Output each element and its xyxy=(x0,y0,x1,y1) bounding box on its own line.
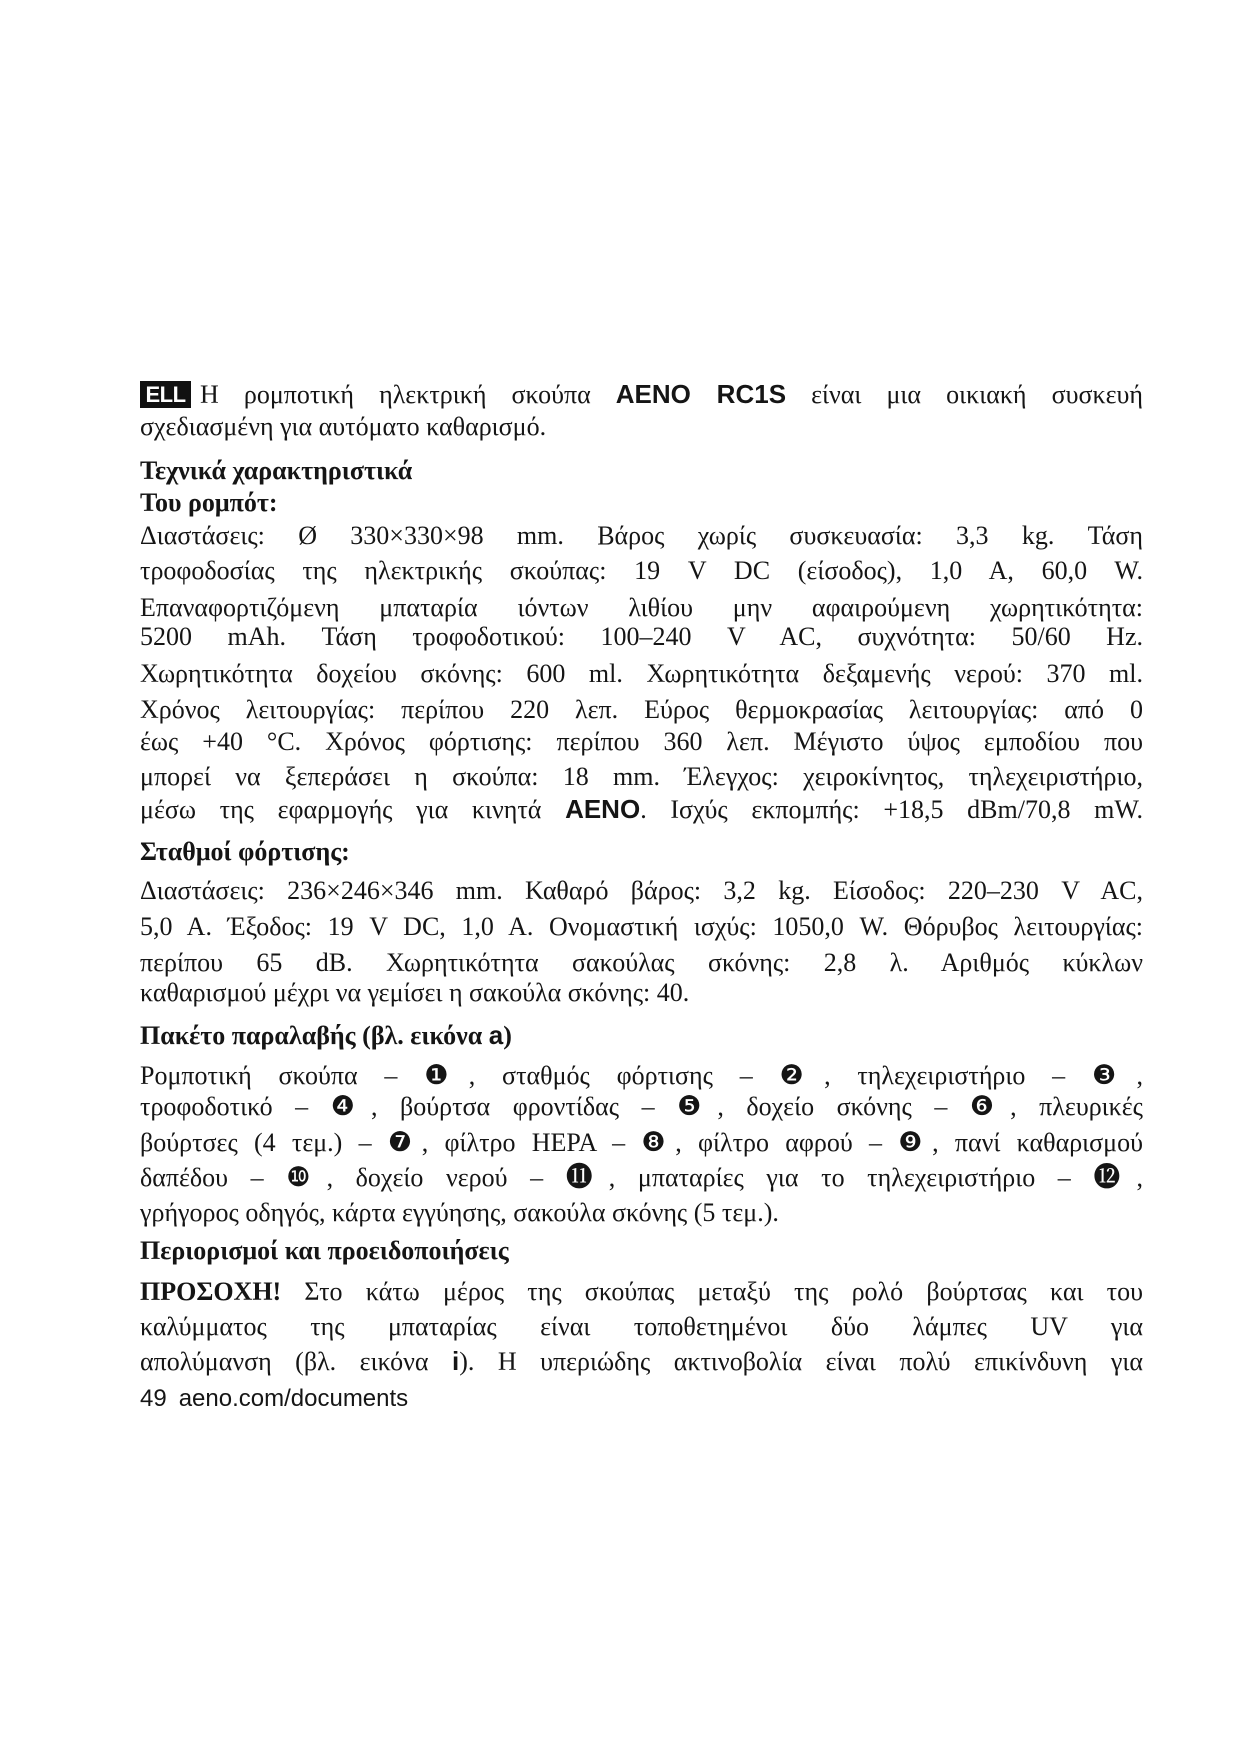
package-item-text: δαπέδου – xyxy=(140,1163,287,1192)
robot-spec-line: Διαστάσεις: Ø 330×330×98 mm. Βάρος χωρίς συσκευασία: 3,3 kg. Τάση xyxy=(140,521,1143,550)
package-item-text: , πλευρικές xyxy=(1010,1092,1143,1121)
product-name: AENO RC1S xyxy=(615,379,787,409)
warning-text: απολύμανση (βλ. εικόνα xyxy=(140,1347,452,1376)
page-number: 49 xyxy=(140,1385,167,1412)
robot-spec-line: μπορεί να ξεπεράσει η σκούπα: 18 mm. Έλεγχος: χειροκίνητος, τηλεχειριστήριο, xyxy=(140,762,1143,791)
number-marker-icon: ❽ xyxy=(641,1127,676,1158)
section-heading-specs: Τεχνικά χαρακτηριστικά xyxy=(140,456,413,485)
section-heading-warnings: Περιορισμοί και προειδοποιήσεις xyxy=(140,1236,509,1265)
number-marker-icon: ⓬ xyxy=(1093,1162,1137,1193)
number-marker-icon: ❶ xyxy=(424,1060,469,1091)
robot-spec-text: μέσω της εφαρμογής για κινητά xyxy=(140,795,566,824)
package-heading-text: Πακέτο παραλαβής (βλ. εικόνα xyxy=(140,1021,489,1050)
caution-label: ΠΡΟΣΟΧΗ! xyxy=(140,1277,282,1306)
package-item-text: Ρομποτική σκούπα – xyxy=(140,1061,425,1090)
package-item-text: , τηλεχειριστήριο – xyxy=(824,1061,1092,1090)
figure-ref: a xyxy=(488,1020,504,1050)
subheading-charging-station: Σταθμοί φόρτισης: xyxy=(140,837,350,866)
package-line xyxy=(140,1161,1143,1195)
documents-url: aeno.com/documents xyxy=(178,1385,409,1412)
figure-ref: i xyxy=(451,1346,460,1376)
package-heading-text: ) xyxy=(503,1021,512,1050)
station-spec-line: περίπου 65 dB. Χωρητικότητα σακούλας σκόνης: 2,8 λ. Αριθμός κύκλων xyxy=(140,948,1143,977)
intro-line: σχεδιασμένη για αυτόματο καθαρισμό. xyxy=(140,412,547,441)
intro-text: είναι μια οικιακή συσκευή xyxy=(786,380,1143,409)
robot-spec-line xyxy=(140,792,1143,827)
package-item-text: , xyxy=(1136,1061,1143,1090)
section-heading-package xyxy=(140,1018,1143,1053)
page-footer xyxy=(140,1383,408,1415)
package-item-text: , δοχείο σκόνης – xyxy=(717,1092,970,1121)
robot-spec-line: Επαναφορτιζόμενη μπαταρία ιόντων λιθίου μην αφαιρούμενη χωρητικότητα: xyxy=(140,593,1143,622)
package-line xyxy=(140,1059,1143,1093)
number-marker-icon: ❹ xyxy=(330,1091,371,1122)
brand-name: AENO xyxy=(565,794,641,824)
station-spec-line: καθαρισμού μέχρι να γεμίσει η σακούλα σκόνης: 40. xyxy=(140,978,690,1007)
station-spec-line: Διαστάσεις: 236×246×346 mm. Καθαρό βάρος: 3,2 kg. Είσοδος: 220–230 V AC, xyxy=(140,876,1143,905)
package-item-text: , βούρτσα φροντίδας – xyxy=(370,1092,678,1121)
number-marker-icon: ⓫ xyxy=(565,1162,609,1193)
package-line xyxy=(140,1090,1143,1124)
package-item-text: τροφοδοτικό – xyxy=(140,1092,331,1121)
package-item-text: , πανί καθαρισμού xyxy=(932,1128,1143,1157)
robot-spec-line: Χωρητικότητα δοχείου σκόνης: 600 ml. Χωρητικότητα δεξαμενής νερού: 370 ml. xyxy=(140,659,1143,688)
package-line xyxy=(140,1126,1143,1160)
package-item-text: , φίλτρο αφρού – xyxy=(675,1128,899,1157)
intro-line xyxy=(200,377,1143,412)
package-item-text: , δοχείο νερού – xyxy=(326,1163,566,1192)
package-item-text: , μπαταρίες για το τηλεχειριστήριο – xyxy=(608,1163,1094,1192)
number-marker-icon: ❸ xyxy=(1091,1060,1137,1091)
robot-spec-line: τροφοδοσίας της ηλεκτρικής σκούπας: 19 V DC (είσοδος), 1,0 A, 60,0 W. xyxy=(140,556,1143,585)
warning-line xyxy=(140,1275,1143,1309)
number-marker-icon: ❿ xyxy=(286,1162,327,1193)
robot-spec-line: έως +40 °C. Χρόνος φόρτισης: περίπου 360 λεπ. Μέγιστο ύψος εμποδίου που xyxy=(140,727,1143,756)
package-item-text: , φίλτρο HEPA – xyxy=(421,1128,642,1157)
package-item-text: , xyxy=(1136,1163,1144,1192)
robot-spec-line: 5200 mAh. Τάση τροφοδοτικού: 100–240 V AC, συχνότητα: 50/60 Hz. xyxy=(140,622,1143,651)
package-item-text: βούρτσες (4 τεμ.) – xyxy=(140,1128,388,1157)
number-marker-icon: ❻ xyxy=(969,1091,1011,1122)
package-line: γρήγορος οδηγός, κάρτα εγγύησης, σακούλα σκόνης (5 τεμ.). xyxy=(140,1198,779,1227)
subheading-robot: Του ρομπότ: xyxy=(140,488,278,517)
package-item-text: , σταθμός φόρτισης – xyxy=(468,1061,780,1090)
number-marker-icon: ❾ xyxy=(898,1127,933,1158)
number-marker-icon: ❺ xyxy=(677,1091,718,1122)
station-spec-line: 5,0 A. Έξοδος: 19 V DC, 1,0 A. Ονομαστική ισχύς: 1050,0 W. Θόρυβος λειτουργίας: xyxy=(140,912,1143,941)
language-badge: ELL xyxy=(140,381,191,408)
robot-spec-text: . Ισχύς εκπομπής: +18,5 dBm/70,8 mW. xyxy=(640,795,1143,824)
warning-text: Στο κάτω μέρος της σκούπας μεταξύ της ρολό βούρτσας και του xyxy=(281,1277,1143,1306)
warning-line xyxy=(140,1344,1143,1379)
number-marker-icon: ❷ xyxy=(779,1060,825,1091)
warning-text: ). Η υπεριώδης ακτινοβολία είναι πολύ επικίνδυνη για xyxy=(459,1347,1143,1376)
robot-spec-line: Χρόνος λειτουργίας: περίπου 220 λεπ. Εύρος θερμοκρασίας λειτουργίας: από 0 xyxy=(140,695,1143,724)
number-marker-icon: ❼ xyxy=(387,1127,422,1158)
intro-text: Η ρομποτική ηλεκτρική σκούπα xyxy=(200,380,616,409)
warning-line: καλύμματος της μπαταρίας είναι τοποθετημένοι δύο λάμπες UV για xyxy=(140,1312,1143,1341)
